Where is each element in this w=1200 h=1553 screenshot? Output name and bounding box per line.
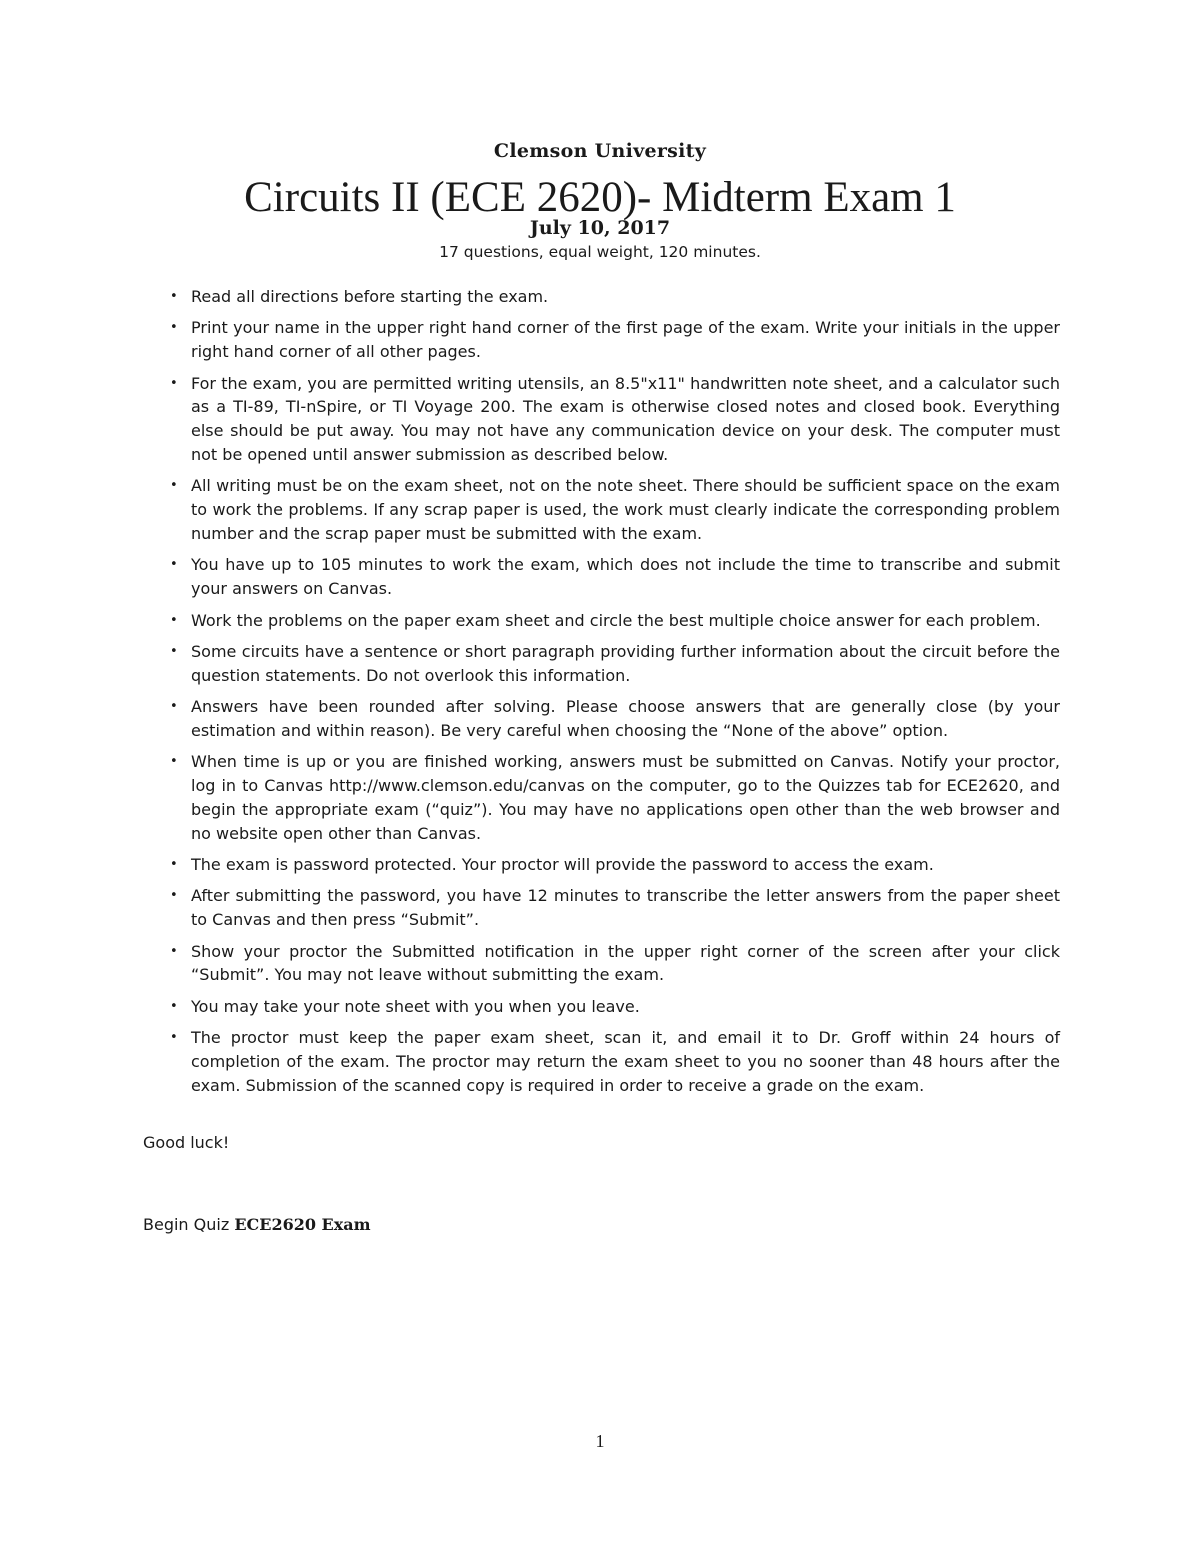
direction-item bbox=[168, 695, 1060, 743]
direction-item bbox=[168, 474, 1060, 545]
direction-item bbox=[168, 609, 1060, 633]
direction-item bbox=[168, 995, 1060, 1019]
direction-item bbox=[168, 750, 1060, 845]
direction-item bbox=[168, 372, 1060, 467]
direction-text: For the exam, you are permitted writing utensils, an 8.5"x11" handwritten note sheet, and a calculator such as a TI-89, TI-nSpire, or TI Voyage 200. The exam is otherwise closed notes and closed book. Everything else should be put away. You may not have any communication device on your desk. The computer must not be opened until answer submission as described below. bbox=[191, 373, 1060, 464]
bullet-icon: • bbox=[170, 557, 178, 573]
direction-item bbox=[168, 285, 1060, 309]
direction-text: The exam is password protected. Your proctor will provide the password to access the exam. bbox=[191, 855, 934, 875]
bullet-icon: • bbox=[170, 320, 178, 336]
bullet-icon: • bbox=[170, 998, 178, 1014]
direction-text: Answers have been rounded after solving. Please choose answers that are generally close (by your estimation and within reason). Be very careful when choosing the “None of the above” option. bbox=[191, 697, 1060, 740]
direction-item bbox=[168, 1026, 1060, 1097]
direction-text: You have up to 105 minutes to work the exam, which does not include the time to transcribe and submit your answers on Canvas. bbox=[191, 555, 1060, 599]
exam-date: July 10, 2017 bbox=[529, 217, 671, 239]
direction-text: Print your name in the upper right hand corner of the first page of the exam. Write your initials in the upper right hand corner of all other pages. bbox=[191, 318, 1060, 362]
bullet-icon: • bbox=[170, 1030, 178, 1046]
bullet-icon: • bbox=[170, 754, 178, 770]
begin-quiz-prefix: Begin Quiz bbox=[143, 1215, 230, 1234]
direction-text: Read all directions before starting the exam. bbox=[191, 287, 549, 306]
direction-text: Some circuits have a sentence or short paragraph providing further information about the circuit before the question statements. Do not overlook this information. bbox=[191, 641, 1060, 685]
direction-item bbox=[168, 884, 1060, 932]
direction-text: Work the problems on the paper exam sheet and circle the best multiple choice answer for each problem. bbox=[191, 610, 1041, 630]
bullet-icon: • bbox=[170, 289, 178, 304]
direction-text: You may take your note sheet with you when you leave. bbox=[191, 996, 640, 1016]
bullet-icon: • bbox=[170, 943, 178, 959]
bullet-icon: • bbox=[170, 888, 178, 904]
exam-title: Circuits II (ECE 2620)- Midterm Exam 1 bbox=[244, 174, 956, 221]
begin-quiz-line bbox=[143, 1215, 371, 1234]
direction-text: After submitting the password, you have 12 minutes to transcribe the letter answers from the paper sheet to Canvas and then press “Submit”. bbox=[191, 886, 1060, 930]
bullet-icon: • bbox=[170, 643, 178, 659]
university-name: Clemson University bbox=[493, 140, 707, 162]
directions-list bbox=[168, 285, 1060, 1105]
bullet-icon: • bbox=[170, 857, 178, 873]
quiz-name: ECE2620 Exam bbox=[234, 1215, 371, 1234]
direction-item bbox=[168, 640, 1060, 688]
direction-item bbox=[168, 853, 1060, 877]
direction-text: All writing must be on the exam sheet, not on the note sheet. There should be sufficient space on the exam to work the problems. If any scrap paper is used, the work must clearly indicate the corresponding problem number and the scrap paper must be submitted with the exam. bbox=[191, 476, 1060, 543]
bullet-icon: • bbox=[170, 375, 178, 391]
page-number: 1 bbox=[595, 1431, 605, 1451]
bullet-icon: • bbox=[170, 612, 178, 628]
bullet-icon: • bbox=[170, 699, 178, 715]
bullet-icon: • bbox=[170, 478, 178, 494]
direction-text: Show your proctor the Submitted notification in the upper right corner of the screen after your click “Submit”. You may not leave without submitting the exam. bbox=[191, 941, 1060, 985]
direction-text: The proctor must keep the paper exam sheet, scan it, and email it to Dr. Groff within 24 hours of completion of the exam. The proctor may return the exam sheet to you no sooner than 48 hours after the exam. Submission of the scanned copy is required in order to receive a grade on the exam. bbox=[191, 1028, 1060, 1095]
good-luck-text: Good luck! bbox=[143, 1133, 230, 1152]
direction-item bbox=[168, 940, 1060, 988]
direction-item bbox=[168, 316, 1060, 364]
direction-text: When time is up or you are finished working, answers must be submitted on Canvas. Notify your proctor, log in to Canvas http://www.clemson.edu/canvas on the computer, go to the Quizzes tab for ECE2620, and begin the appropriate exam (“quiz”). You may have no applications open other than the web browser and no website open other than Canvas. bbox=[191, 752, 1060, 843]
exam-summary: 17 questions, equal weight, 120 minutes. bbox=[439, 243, 761, 261]
direction-item bbox=[168, 553, 1060, 601]
